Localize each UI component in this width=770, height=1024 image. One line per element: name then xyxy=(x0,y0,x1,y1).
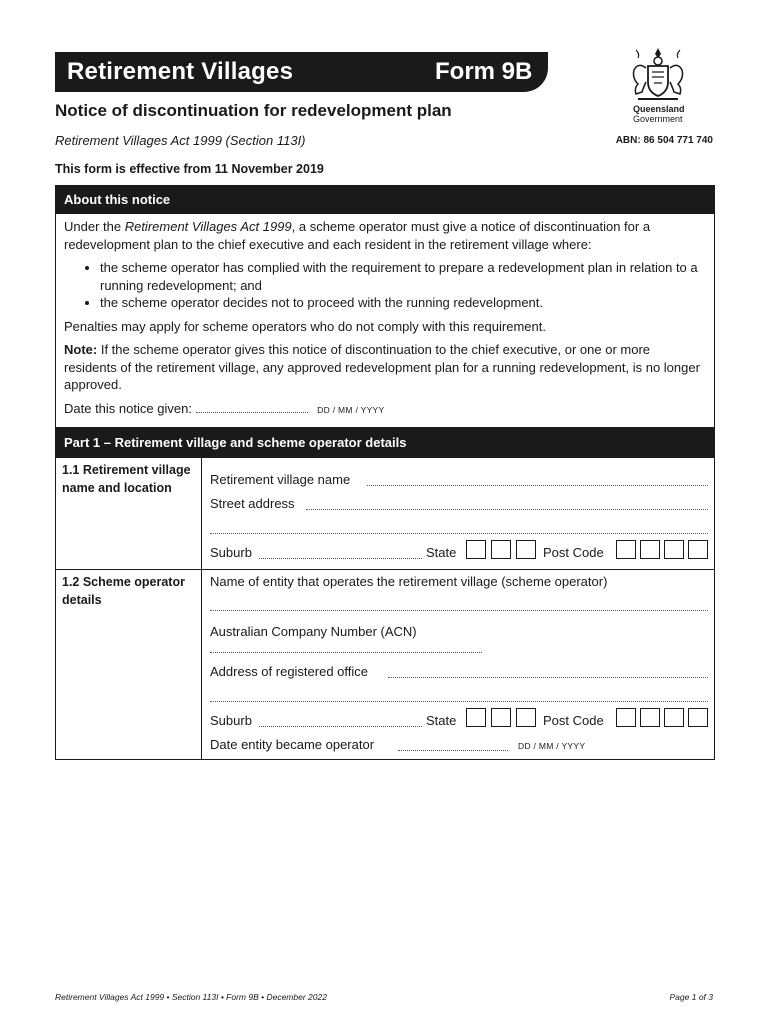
street-address-input[interactable] xyxy=(306,509,708,510)
street-address-line2-input[interactable] xyxy=(210,533,708,534)
note-text: If the scheme operator gives this notice of discontinuation to the chief executive, or one or more residents of the retirement village, any approved redevelopment plan for a running redevelopment, is no longer approved. xyxy=(64,342,700,392)
village-name-label: Retirement village name xyxy=(210,472,351,487)
about-bullets xyxy=(64,259,706,312)
bullet-item: • the scheme operator has complied with the requirement to prepare a redevelopment plan in relation to a running redevelopment; and xyxy=(100,259,706,294)
office-address-label: Address of registered office xyxy=(210,664,369,679)
about-section xyxy=(55,185,715,428)
notice-date-field[interactable] xyxy=(196,401,308,413)
operator-post-code-label: Post Code xyxy=(543,713,604,728)
date-entity-format: DD / MM / YYYY xyxy=(518,741,586,751)
operator-details-label: 1.2 Scheme operator details xyxy=(56,570,202,760)
operator-details-row xyxy=(56,569,714,760)
note-label: Note: xyxy=(64,342,98,357)
logo-line-government: Government xyxy=(633,114,683,124)
village-details-row xyxy=(56,457,714,570)
queensland-crest-icon xyxy=(628,46,688,104)
operator-suburb-input[interactable] xyxy=(259,726,422,727)
post-code-label: Post Code xyxy=(543,545,604,560)
post-code-box[interactable] xyxy=(640,540,660,559)
operator-post-code-box[interactable] xyxy=(616,708,636,727)
operator-state-box[interactable] xyxy=(516,708,536,727)
office-address-line2-input[interactable] xyxy=(210,701,708,702)
about-intro xyxy=(64,218,706,253)
page-number: Page 1 of 3 xyxy=(669,992,713,1002)
logo-line-queensland: Queensland xyxy=(633,104,685,114)
state-box[interactable] xyxy=(491,540,511,559)
entity-name-label: Name of entity that operates the retirement village (scheme operator) xyxy=(210,574,608,589)
office-address-input[interactable] xyxy=(388,677,708,678)
form-title: Retirement Villages xyxy=(67,58,294,85)
street-address-label: Street address xyxy=(210,496,295,511)
post-code-box[interactable] xyxy=(616,540,636,559)
part1-heading: Part 1 – Retirement village and scheme operator details xyxy=(56,429,714,457)
village-details-label: 1.1 Retirement village name and location xyxy=(56,458,202,570)
operator-state-label: State xyxy=(426,713,457,728)
operator-state-box[interactable] xyxy=(466,708,486,727)
post-code-box[interactable] xyxy=(664,540,684,559)
state-label: State xyxy=(426,545,457,560)
post-code-box[interactable] xyxy=(688,540,708,559)
notice-date-format: DD / MM / YYYY xyxy=(317,404,385,415)
part1-section xyxy=(55,428,715,760)
entity-name-input[interactable] xyxy=(210,610,708,611)
suburb-input[interactable] xyxy=(259,558,422,559)
form-title-banner xyxy=(55,52,548,92)
acn-label: Australian Company Number (ACN) xyxy=(210,624,417,639)
abn-number: ABN: 86 504 771 740 xyxy=(615,135,713,146)
operator-post-code-box[interactable] xyxy=(688,708,708,727)
operator-state-box[interactable] xyxy=(491,708,511,727)
state-box[interactable] xyxy=(516,540,536,559)
operator-post-code-box[interactable] xyxy=(640,708,660,727)
form-subtitle: Notice of discontinuation for redevelopment plan xyxy=(55,101,452,120)
about-body xyxy=(56,214,714,419)
operator-suburb-label: Suburb xyxy=(210,713,252,728)
operator-post-code-box[interactable] xyxy=(664,708,684,727)
notice-date-label: Date this notice given: xyxy=(64,400,192,416)
intro-text-start: Under the xyxy=(64,219,125,234)
date-entity-input[interactable] xyxy=(398,750,508,751)
suburb-label: Suburb xyxy=(210,545,252,560)
about-heading: About this notice xyxy=(56,186,714,214)
form-number: Form 9B xyxy=(435,58,533,85)
intro-act-name: Retirement Villages Act 1999 xyxy=(124,219,292,234)
penalties-text: Penalties may apply for scheme operators who do not comply with this requirement. xyxy=(64,318,546,334)
act-reference: Retirement Villages Act 1999 (Section 113I) xyxy=(55,133,306,148)
notice-date-line xyxy=(64,400,706,420)
effective-date: This form is effective from 11 November 2019 xyxy=(55,162,324,176)
note-paragraph xyxy=(64,341,706,394)
bullet-item: • the scheme operator decides not to proceed with the running redevelopment. xyxy=(100,294,706,312)
footer-reference: Retirement Villages Act 1999 • Section 113I • Form 9B • December 2022 xyxy=(55,992,327,1002)
queensland-government-logo xyxy=(633,104,685,124)
state-box[interactable] xyxy=(466,540,486,559)
village-name-input[interactable] xyxy=(367,485,708,486)
date-entity-label: Date entity became operator xyxy=(210,737,375,752)
acn-input[interactable] xyxy=(210,652,482,653)
intro-text-end: , a scheme operator must give a notice of discontinuation for a redevelopment plan to the chief executive and each resident in the retirement village where: xyxy=(64,219,651,252)
